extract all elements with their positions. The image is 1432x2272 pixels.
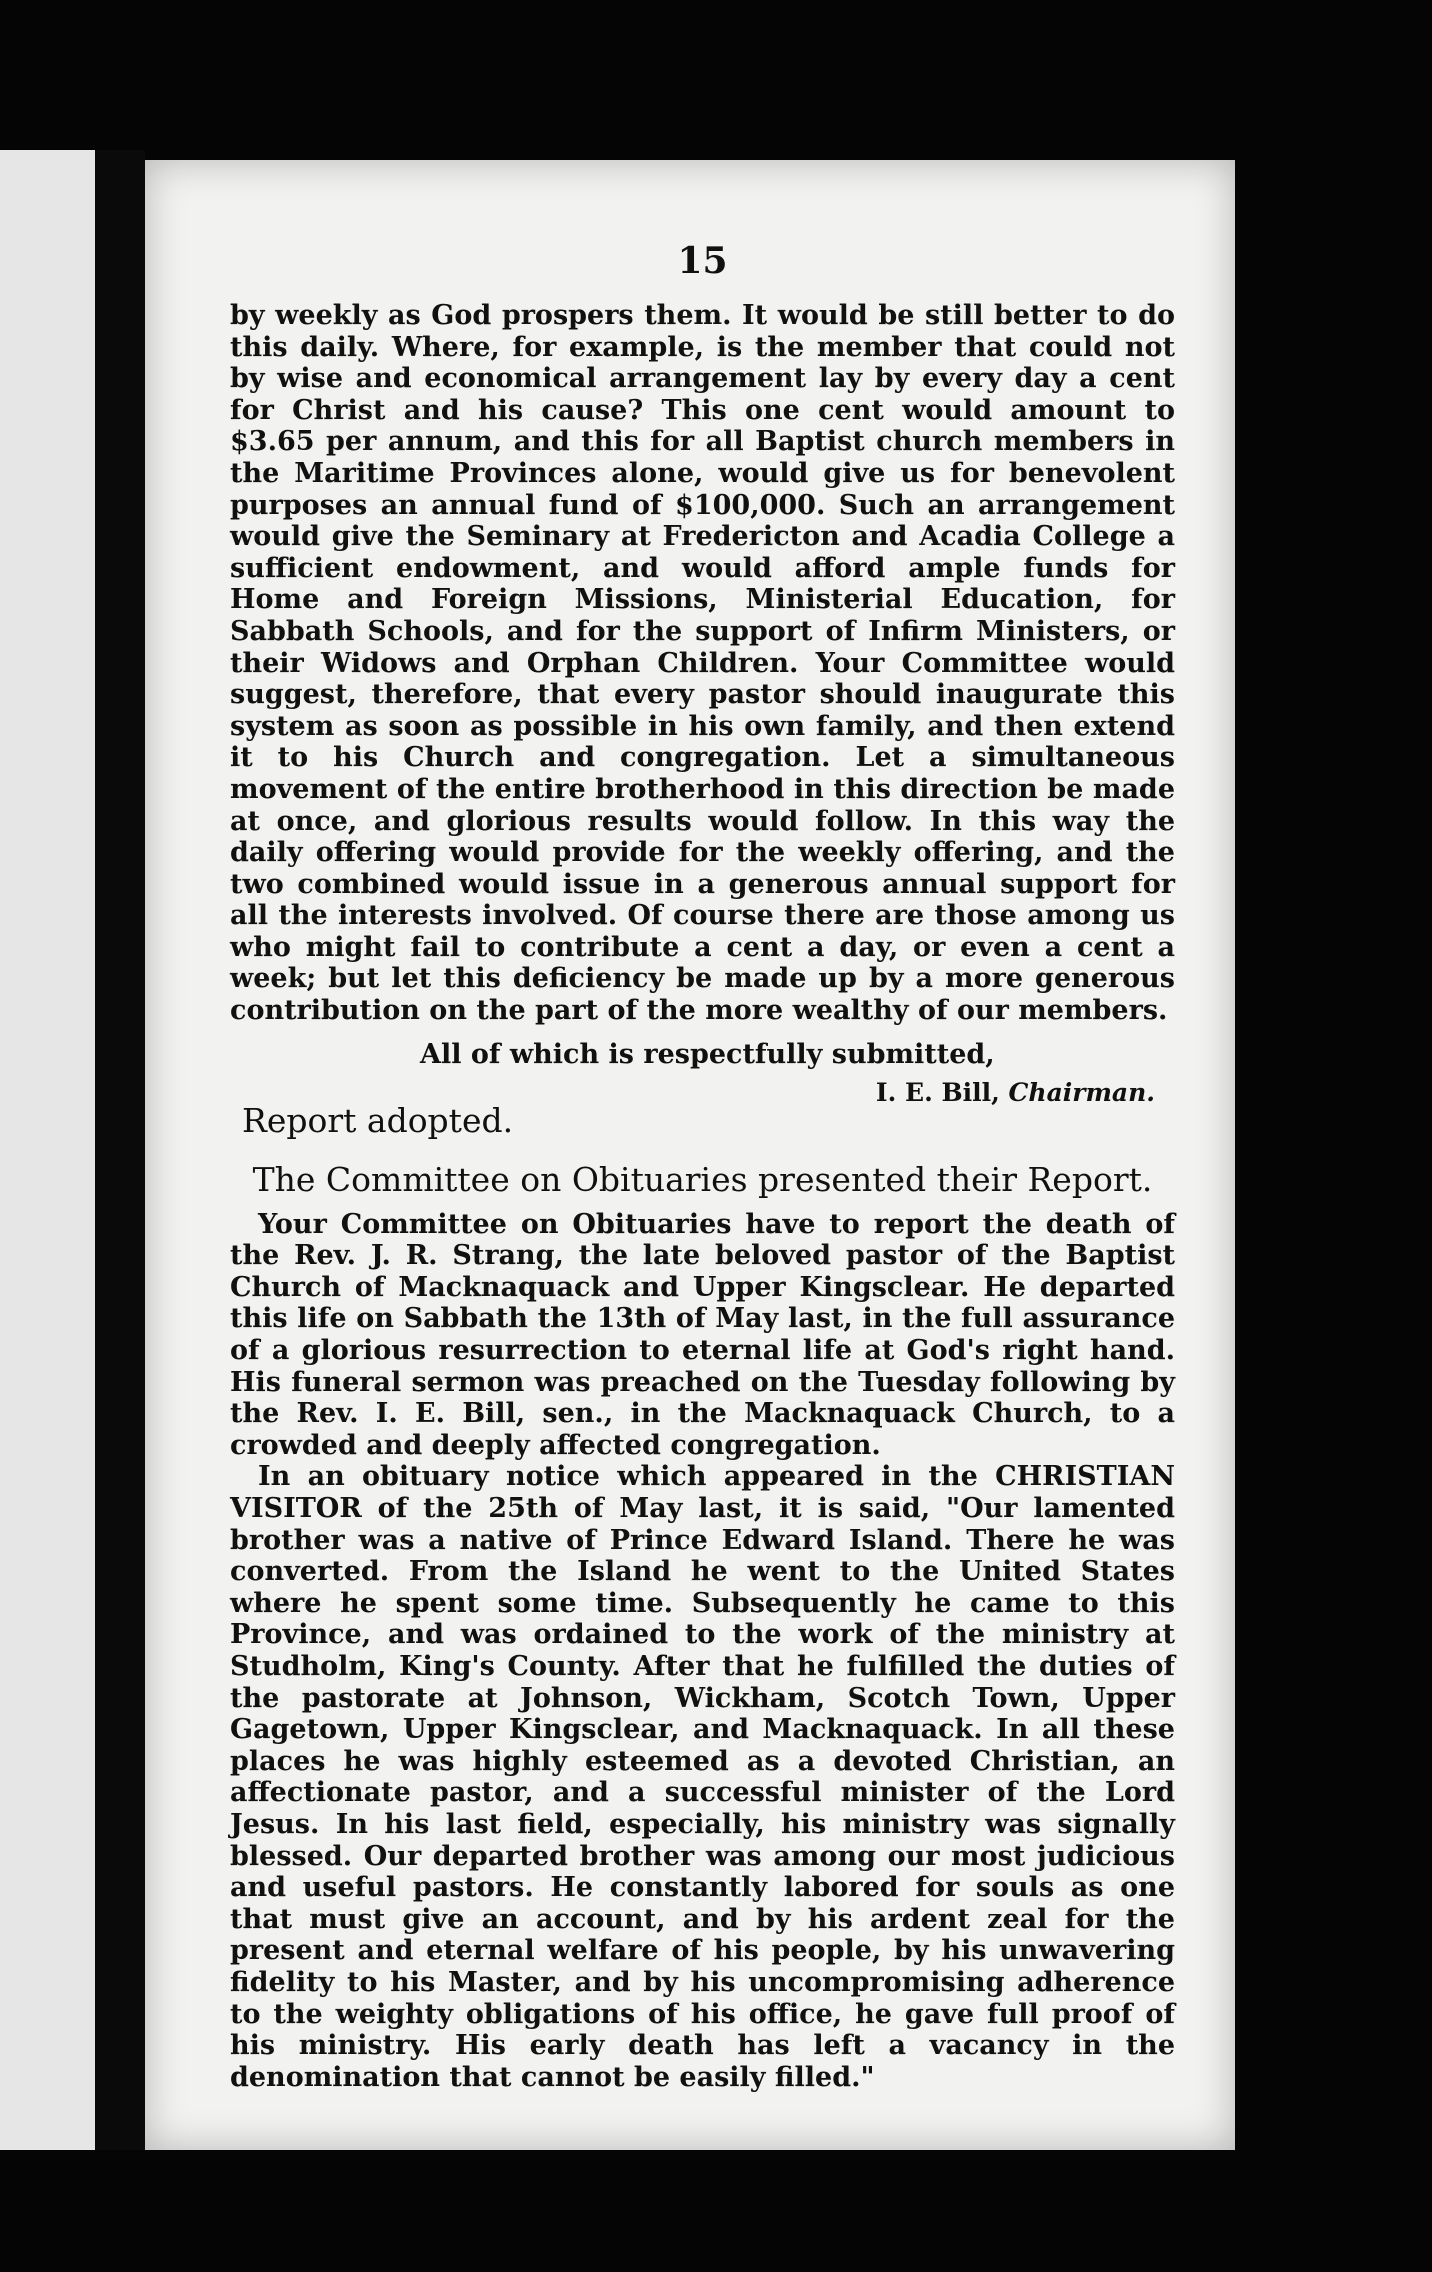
- document-page: [145, 160, 1235, 2150]
- page-number: 15: [677, 240, 728, 282]
- paragraph-obituary-notice: In an obituary notice which appeared in the CHRISTIAN VISITOR of the 25th of May last, it is said, "Our lamented brother was a native of Prince Edward Island. There he was converted. From the Island he went to the United States where he spent some time. Subsequently he came to this Province, and was ordained to the work of the ministry at Studholm, King's County. After that he fulfilled the duties of the pastorate at Johnson, Wickham, Scotch Town, Upper Gagetown, Upper Kingsclear, and Macknaquack. In all these places he was highly esteemed as a devoted Christian, an affectionate pastor, and a successful minister of the Lord Jesus. In his last field, especially, his ministry was signally blessed. Our departed brother was among our most judicious and useful pastors. He constantly labored for souls as one that must give an account, and by his ardent zeal for the present and eternal welfare of his people, by his unwavering fidelity to his Master, and by his uncompromising adherence to the weighty obligations of his office, he gave full proof of his ministry. His early death has left a vacancy in the denomination that cannot be easily filled.": [230, 1461, 1175, 2093]
- paragraph-offering-system: by weekly as God prospers them. It would be still better to do this daily. Where, for example, is the member that could not by wise and economical arrangement lay by every day a cent for Christ and his cause? This one cent would amount to $3.65 per annum, and this for all Baptist church members in the Maritime Provinces alone, would give us for benevolent purposes an annual fund of $100,000. Such an arrangement would give the Seminary at Fredericton and Acadia College a sufficient endowment, and would afford ample funds for Home and Foreign Missions, Ministerial Education, for Sabbath Schools, and for the support of Infirm Ministers, or their Widows and Orphan Children. Your Committee would suggest, therefore, that every pastor should inaugurate this system as soon as possible in his own family, and then extend it to his Church and congregation. Let a simultaneous movement of the entire brotherhood in this direction be made at once, and glorious results would follow. In this way the daily offering would provide for the weekly offering, and the two combined would issue in a generous annual support for all the interests involved. Of course there are those among us who might fail to contribute a cent a day, or even a cent a week; but let this deficiency be made up by a more generous contribution on the part of the more wealthy of our members.: [230, 300, 1175, 1027]
- section-heading: The Committee on Obituaries presented their Report.: [252, 1159, 1153, 1199]
- facing-page-edge: [0, 150, 101, 2150]
- paragraph-obituary-report: Your Committee on Obituaries have to report the death of the Rev. J. R. Strang, the late beloved pastor of the Baptist Church of Macknaquack and Upper Kingsclear. He departed this life on Sabbath the 13th of May last, in the full assurance of a glorious resurrection to eternal life at God's right hand. His funeral sermon was preached on the Tuesday following by the Rev. I. E. Bill, sen., in the Macknaquack Church, to a crowded and deeply affected congregation.: [230, 1208, 1175, 1461]
- page-content: [230, 240, 1175, 2093]
- signature-role: Chairman.: [1008, 1077, 1155, 1107]
- submitted-line: All of which is respectfully submitted,: [420, 1038, 995, 1070]
- signature-name: I. E. Bill,: [875, 1077, 1000, 1107]
- book-spine: [95, 150, 145, 2150]
- report-adopted: Report adopted.: [242, 1100, 514, 1140]
